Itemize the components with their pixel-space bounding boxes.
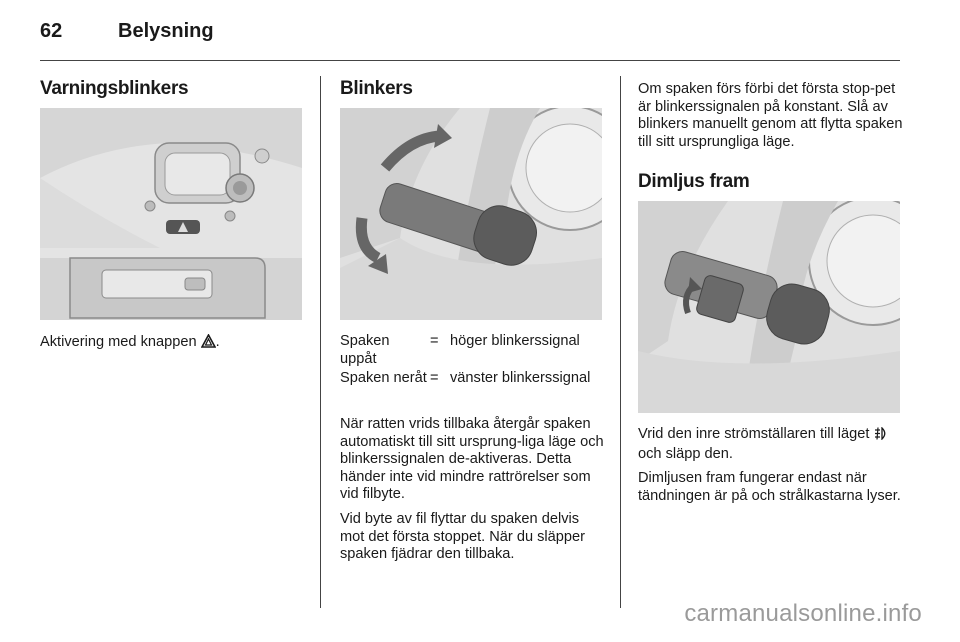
header-divider — [40, 60, 900, 61]
fog-light-paragraph-1 — [638, 426, 903, 463]
front-fog-light-icon — [874, 427, 888, 446]
definition-term: Spaken neråt — [340, 370, 427, 387]
turn-signal-paragraph-1: När ratten vrids tillbaka återgår spaken automatiskt till sitt ursprung-liga läge och blinkerssignalen de-aktiveras. Detta händer inte vid mindre rattrörelser som vid filbyte. — [340, 416, 604, 503]
page-number: 62 — [40, 20, 63, 42]
column-divider — [320, 76, 321, 608]
watermark: carmanualsonline.info — [684, 600, 922, 627]
page-title: Belysning — [118, 20, 214, 42]
definition-desc: höger blinkerssignal — [450, 333, 580, 349]
hazard-caption-text: Aktivering med knappen — [40, 334, 197, 350]
hazard-switch-photo — [40, 108, 302, 320]
turn-signal-body — [340, 416, 605, 571]
definition-row-down — [340, 370, 605, 388]
turn-signal-intro-continued — [638, 81, 903, 158]
section-heading-turn-signal: Blinkers — [340, 78, 413, 99]
section-heading-hazard: Varningsblinkers — [40, 78, 189, 99]
hazard-caption — [40, 334, 310, 354]
definition-equals: = — [430, 333, 439, 349]
definition-equals: = — [430, 370, 439, 387]
fog-light-text-after: och släpp den. — [638, 445, 733, 462]
hazard-caption-end: . — [215, 334, 220, 350]
fog-light-switch-photo — [638, 201, 900, 413]
turn-signal-paragraph-2: Vid byte av fil flyttar du spaken delvis mot det första stoppet. När du släpper spaken fjädrar den tillbaka. — [340, 510, 585, 563]
turn-signal-paragraph-3: Om spaken förs förbi det första stop-pet är blinkerssignalen på konstant. Slå av blinkers manuellt genom att flytta spaken till sitt ursprungliga läge. — [638, 81, 903, 150]
turn-signal-lever-photo — [340, 108, 602, 320]
column-divider — [620, 76, 621, 608]
hazard-triangle-icon — [201, 334, 216, 354]
fog-light-paragraph-2: Dimljusen fram fungerar endast när tändningen är på och strålkastarna lyser. — [638, 470, 901, 504]
definition-desc: vänster blinkerssignal — [450, 370, 591, 387]
turn-signal-definitions — [340, 333, 605, 388]
definition-term: Spaken uppåt — [340, 333, 390, 367]
fog-light-body — [638, 426, 903, 512]
section-heading-fog-lights: Dimljus fram — [638, 171, 750, 192]
definition-row-up — [340, 333, 605, 368]
fog-light-text-before: Vrid den inre strömställaren till läget — [638, 426, 870, 442]
